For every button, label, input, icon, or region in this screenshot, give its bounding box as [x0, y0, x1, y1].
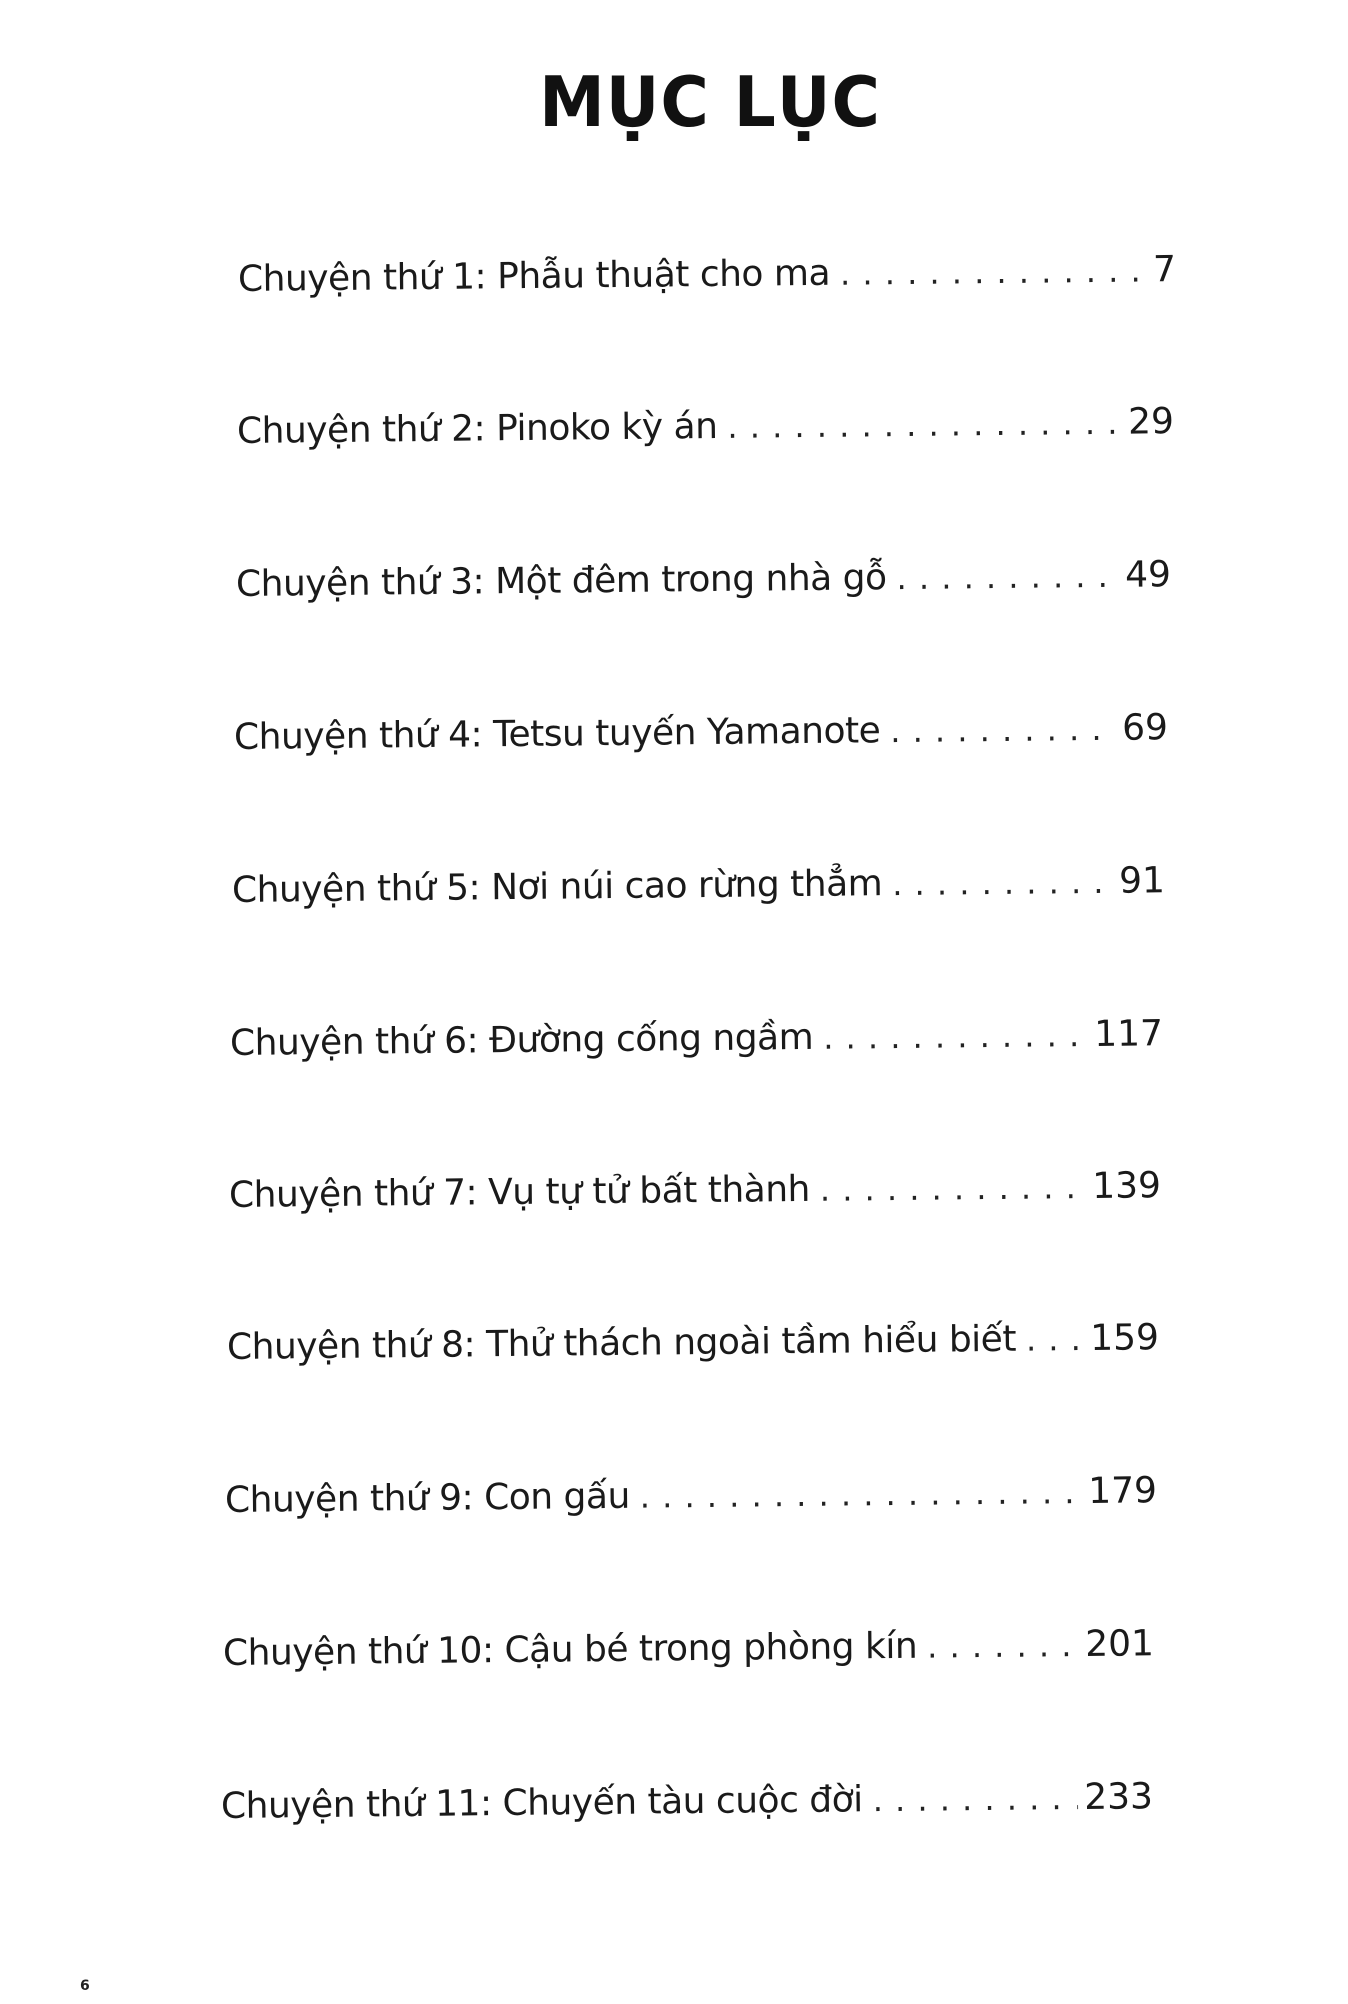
toc-entry-page: 159 [1090, 1317, 1160, 1359]
dot-leader [1026, 1309, 1085, 1370]
toc-entry [232, 851, 1166, 921]
toc-entry [237, 392, 1175, 462]
toc-entry-title: Chuyện thứ 10: Cậu bé trong phòng kín [222, 1625, 918, 1674]
toc-entry-title: Chuyện thứ 6: Đường cống ngầm [229, 1016, 814, 1064]
toc-entry [229, 1156, 1162, 1226]
toc-entry-title: Chuyện thứ 1: Phẫu thuật cho ma [237, 252, 831, 300]
toc-entry [234, 698, 1169, 768]
dot-leader [872, 1768, 1078, 1830]
toc-entry [236, 545, 1172, 615]
dot-leader [892, 852, 1114, 914]
toc-entry-page: 201 [1085, 1623, 1155, 1665]
toc-entry-page: 29 [1127, 401, 1175, 443]
toc-entry-page: 7 [1152, 249, 1177, 291]
toc-entry [238, 240, 1177, 310]
toc-entry-page: 139 [1092, 1165, 1162, 1207]
toc-entry-title: Chuyện thứ 11: Chuyến tàu cuộc đời [220, 1779, 863, 1827]
toc-entry-page: 233 [1084, 1776, 1154, 1818]
toc-entry [223, 1614, 1155, 1684]
toc-entry-page: 91 [1118, 860, 1166, 902]
toc-entry-page: 49 [1124, 554, 1172, 596]
toc-entry-title: Chuyện thứ 7: Vụ tự tử bất thành [228, 1168, 811, 1216]
toc-entry [227, 1308, 1160, 1378]
toc-entry-page: 117 [1094, 1013, 1164, 1055]
dot-leader [639, 1462, 1082, 1527]
toc-entry-title: Chuyện thứ 3: Một đêm trong nhà gỗ [235, 557, 887, 605]
dot-leader [927, 1615, 1080, 1677]
toc-entry [230, 1004, 1164, 1074]
toc-entry [221, 1767, 1154, 1837]
page-number: 6 [80, 1978, 90, 1994]
toc-entry-page: 179 [1088, 1470, 1158, 1512]
toc-entry-title: Chuyện thứ 8: Thử thách ngoài tầm hiểu biết [226, 1318, 1017, 1368]
dot-leader [896, 546, 1119, 608]
dot-leader [820, 1157, 1087, 1220]
dot-leader [823, 1005, 1089, 1068]
toc-entry-title: Chuyện thứ 4: Tetsu tuyến Yamanote [233, 710, 881, 758]
toc-title: MỤC LỤC [539, 62, 881, 143]
toc-entry-title: Chuyện thứ 5: Nơi núi cao rừng thẳm [231, 863, 883, 911]
dot-leader [840, 240, 1148, 303]
dot-leader [727, 393, 1122, 457]
toc-entry-title: Chuyện thứ 9: Con gấu [224, 1475, 630, 1521]
dot-leader [890, 699, 1117, 761]
toc-entry-page: 69 [1121, 707, 1169, 749]
toc-entry [225, 1461, 1158, 1531]
toc-entry-title: Chuyện thứ 2: Pinoko kỳ án [236, 405, 718, 452]
